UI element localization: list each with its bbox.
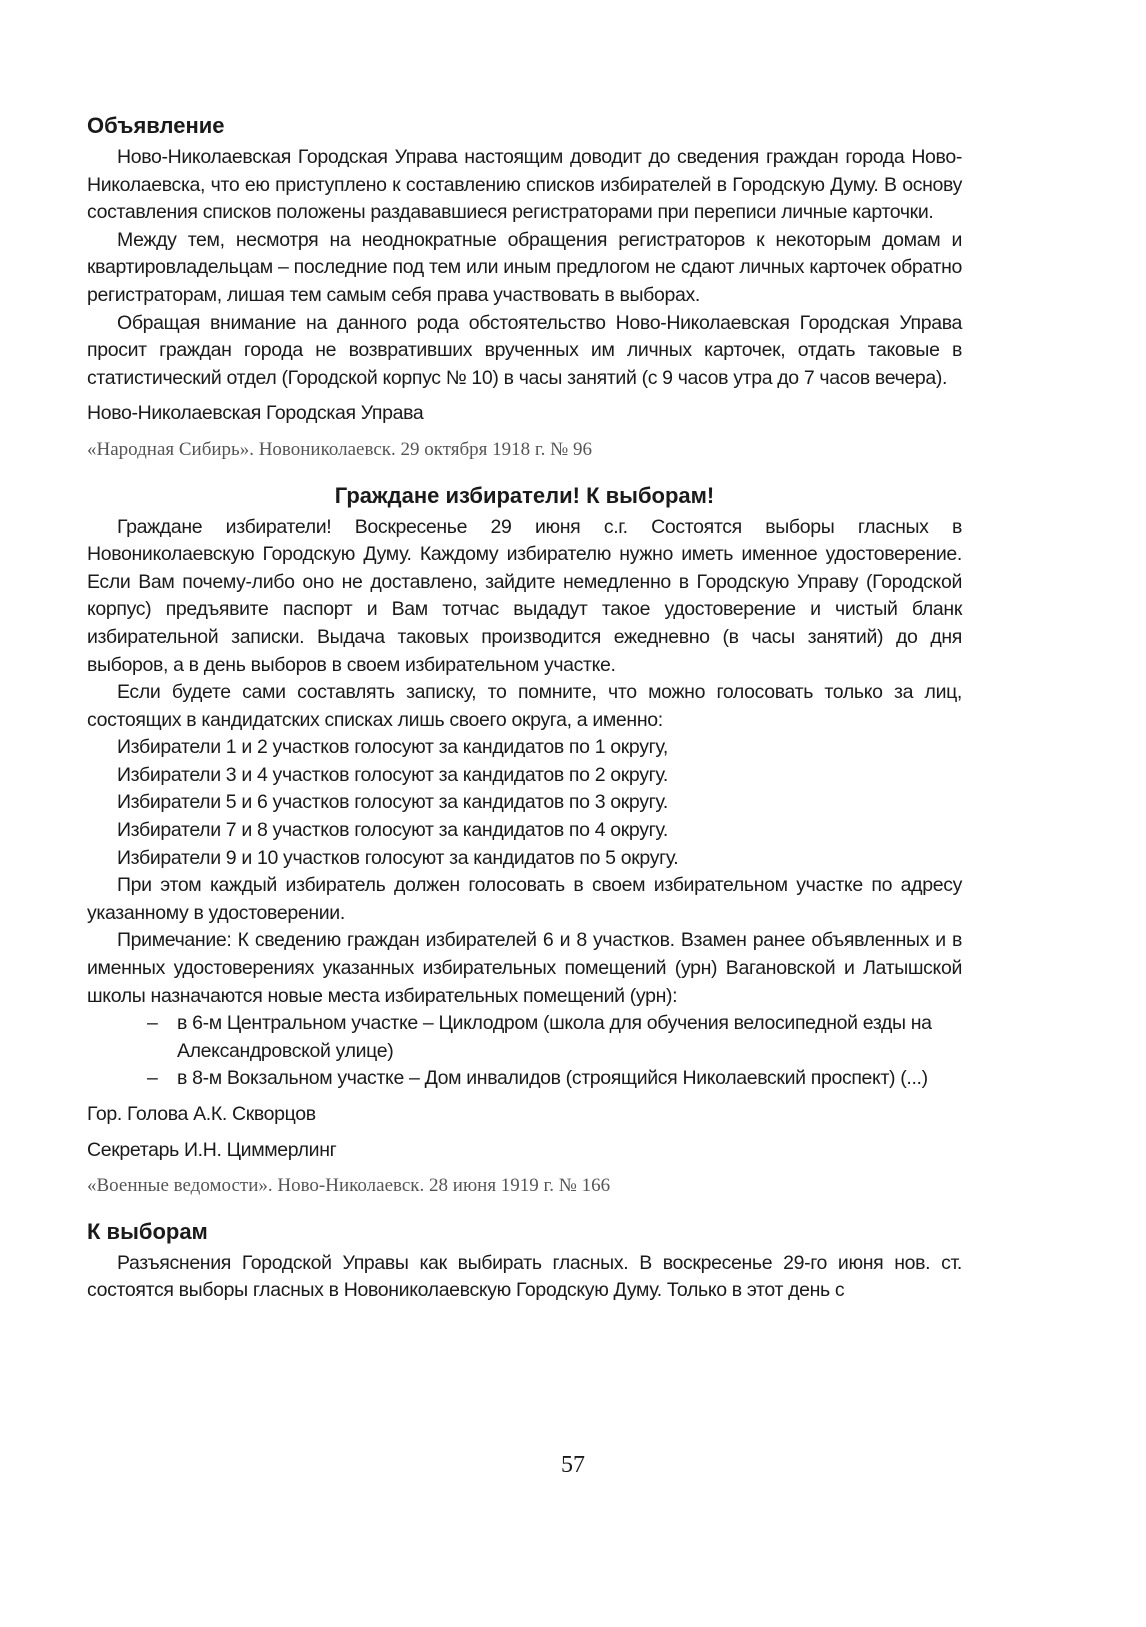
paragraph: Если будете сами составлять записку, то помните, что можно голосовать только за лиц, состоящих в кандидатских списках лишь своего округа, а именно: xyxy=(87,681,962,731)
paragraph: Обращая внимание на данного рода обстоятельство Ново-Николаевская Городская Управа просит граждан города не возвративших врученных им личных карточек, отдать таковые в статистический отдел (Городской корпус № 10) в часы занятий (с 9 часов утра до 7 часов вечера). xyxy=(87,311,962,389)
bullet-item xyxy=(87,1010,962,1065)
signature-mayor: Гор. Голова А.К. Скворцов xyxy=(87,1103,316,1125)
signature: Ново-Николаевская Городская Управа xyxy=(87,402,424,425)
bullet-text: в 6-м Центральном участке – Циклодром (школа для обучения велосипедной езды на Александровской улице) xyxy=(177,1012,932,1062)
source-citation: «Военные ведомости». Ново-Николаевск. 28 июня 1919 г. № 166 xyxy=(87,1175,611,1197)
section-heading-elections: К выборам xyxy=(87,1218,208,1244)
district-line: Избиратели 9 и 10 участков голосуют за кандидатов по 5 округу. xyxy=(117,846,679,869)
paragraph: Разъяснения Городской Управы как выбирать гласных. В воскресенье 29-го июня нов. ст. состоятся выборы гласных в Новониколаевскую Городскую Думу. Только в этот день с xyxy=(87,1251,962,1302)
paragraph: Граждане избиратели! Воскресенье 29 июня с.г. Состоятся выборы гласных в Новониколаевскую Городскую Думу. Каждому избирателю нужно иметь именное удостоверение. Если Вам почему-либо оно не доставлено, зайдите немедленно в Городскую Управу (Городской корпус) предъявите паспорт и Вам тотчас выдадут такое удостоверение и чистый бланк избирательной записки. Выдача таковых производится ежедневно (в часы занятий) до дня выборов, а в день выборов в своем избирательном участке. xyxy=(87,515,962,676)
paragraph: Ново-Николаевская Городская Управа настоящим доводит до сведения граждан города Ново-Николаевска, что ею приступлено к составлению списков избирателей в Городскую Думу. В основу составления списков положены раздававшиеся регистраторами при переписи личные карточки. xyxy=(87,146,962,224)
district-line: Избиратели 3 и 4 участков голосуют за кандидатов по 2 округу. xyxy=(117,763,668,786)
paragraph: Примечание: К сведению граждан избирателей 6 и 8 участков. Взамен ранее объявленных и в именных удостоверениях указанных избирательных помещений (урн) Вагановской и Латышской школы назначаются новые места избирательных помещений (урн): xyxy=(87,929,962,1007)
section-heading-announcement: Объявление xyxy=(87,113,225,138)
district-line: Избиратели 1 и 2 участков голосуют за кандидатов по 1 округу, xyxy=(117,736,668,759)
dash-marker: – xyxy=(147,1012,158,1035)
dash-marker: – xyxy=(147,1067,158,1090)
bullet-item xyxy=(87,1065,962,1093)
bullet-text: в 8-м Вокзальном участке – Дом инвалидов (строящийся Николаевский проспект) (...) xyxy=(177,1067,928,1090)
signature-secretary: Секретарь И.Н. Циммерлинг xyxy=(87,1138,337,1161)
district-line: Избиратели 5 и 6 участков голосуют за кандидатов по 3 округу. xyxy=(117,791,668,814)
page-content xyxy=(87,108,962,1305)
source-citation: «Народная Сибирь». Новониколаевск. 29 октября 1918 г. № 96 xyxy=(87,438,592,460)
page-number: 57 xyxy=(561,1452,585,1478)
paragraph: Между тем, несмотря на неоднократные обращения регистраторов к некоторым домам и квартировладельцам – последние под тем или иным предлогом не сдают личных карточек обратно регистраторам, лишая тем самым себя права участвовать в выборах. xyxy=(87,228,962,306)
district-line: Избиратели 7 и 8 участков голосуют за кандидатов по 4 округу. xyxy=(117,819,668,842)
section-heading-citizens: Граждане избиратели! К выборам! xyxy=(334,482,715,508)
paragraph: При этом каждый избиратель должен голосовать в своем избирательном участке по адресу указанному в удостоверении. xyxy=(87,874,962,924)
